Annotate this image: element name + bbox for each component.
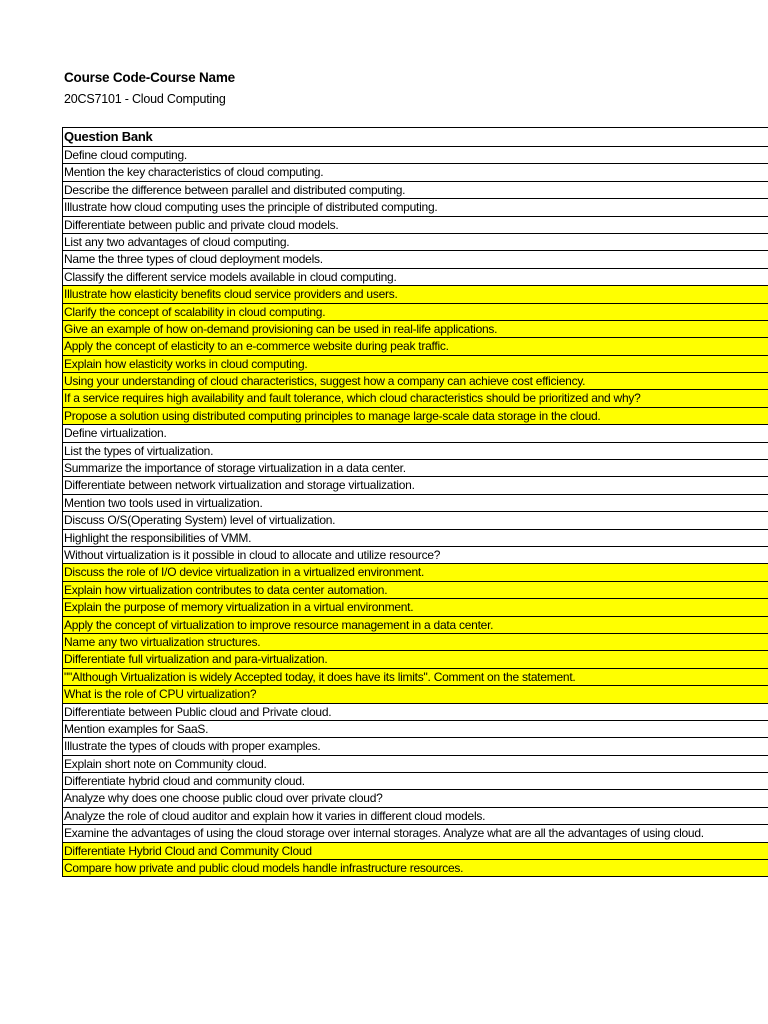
question-row: Analyze why does one choose public cloud over private cloud? xyxy=(63,790,768,807)
question-row: Define virtualization. xyxy=(63,425,768,442)
question-row: Explain short note on Community cloud. xyxy=(63,756,768,773)
question-row: If a service requires high availability and fault tolerance, which cloud characteristics should be prioritized and why? xyxy=(63,390,768,407)
question-list xyxy=(63,147,768,877)
question-row: Apply the concept of virtualization to improve resource management in a data center. xyxy=(63,617,768,634)
question-row: List any two advantages of cloud computing. xyxy=(63,234,768,251)
question-row: Clarify the concept of scalability in cloud computing. xyxy=(63,304,768,321)
question-row: Explain how virtualization contributes to data center automation. xyxy=(63,582,768,599)
course-header xyxy=(64,69,235,108)
question-row: Discuss the role of I/O device virtualization in a virtualized environment. xyxy=(63,564,768,581)
question-row: Name the three types of cloud deployment models. xyxy=(63,251,768,268)
question-row: Discuss O/S(Operating System) level of virtualization. xyxy=(63,512,768,529)
course-heading: Course Code-Course Name xyxy=(64,70,235,85)
question-row: Illustrate how elasticity benefits cloud service providers and users. xyxy=(63,286,768,303)
question-row: Compare how private and public cloud models handle infrastructure resources. xyxy=(63,860,768,877)
question-row: List the types of virtualization. xyxy=(63,443,768,460)
course-name: 20CS7101 - Cloud Computing xyxy=(64,92,226,106)
question-row: Mention the key characteristics of cloud computing. xyxy=(63,164,768,181)
question-row: Define cloud computing. xyxy=(63,147,768,164)
question-row: ""Although Virtualization is widely Accepted today, it does have its limits". Comment on the statement. xyxy=(63,669,768,686)
question-row: Name any two virtualization structures. xyxy=(63,634,768,651)
question-row: Illustrate how cloud computing uses the principle of distributed computing. xyxy=(63,199,768,216)
question-row: Differentiate full virtualization and para-virtualization. xyxy=(63,651,768,668)
question-row: Give an example of how on-demand provisioning can be used in real-life applications. xyxy=(63,321,768,338)
question-row: Differentiate Hybrid Cloud and Community Cloud xyxy=(63,843,768,860)
question-row: Differentiate between public and private cloud models. xyxy=(63,217,768,234)
question-bank-table xyxy=(62,127,768,877)
question-row: Classify the different service models available in cloud computing. xyxy=(63,269,768,286)
question-row: Describe the difference between parallel and distributed computing. xyxy=(63,182,768,199)
question-row: Examine the advantages of using the cloud storage over internal storages. Analyze what are all the advantages of using cloud. xyxy=(63,825,768,842)
question-row: Explain how elasticity works in cloud computing. xyxy=(63,356,768,373)
question-row: Differentiate between Public cloud and Private cloud. xyxy=(63,704,768,721)
question-row: Analyze the role of cloud auditor and explain how it varies in different cloud models. xyxy=(63,808,768,825)
question-row: Summarize the importance of storage virtualization in a data center. xyxy=(63,460,768,477)
question-row: Propose a solution using distributed computing principles to manage large-scale data storage in the cloud. xyxy=(63,408,768,425)
question-row: Mention two tools used in virtualization. xyxy=(63,495,768,512)
question-row: Illustrate the types of clouds with proper examples. xyxy=(63,738,768,755)
table-title: Question Bank xyxy=(63,128,768,147)
question-row: Highlight the responsibilities of VMM. xyxy=(63,530,768,547)
question-row: Mention examples for SaaS. xyxy=(63,721,768,738)
question-row: Apply the concept of elasticity to an e-commerce website during peak traffic. xyxy=(63,338,768,355)
question-row: Without virtualization is it possible in cloud to allocate and utilize resource? xyxy=(63,547,768,564)
question-row: What is the role of CPU virtualization? xyxy=(63,686,768,703)
question-row: Using your understanding of cloud characteristics, suggest how a company can achieve cost efficiency. xyxy=(63,373,768,390)
question-row: Differentiate hybrid cloud and community cloud. xyxy=(63,773,768,790)
question-row: Explain the purpose of memory virtualization in a virtual environment. xyxy=(63,599,768,616)
question-row: Differentiate between network virtualization and storage virtualization. xyxy=(63,477,768,494)
